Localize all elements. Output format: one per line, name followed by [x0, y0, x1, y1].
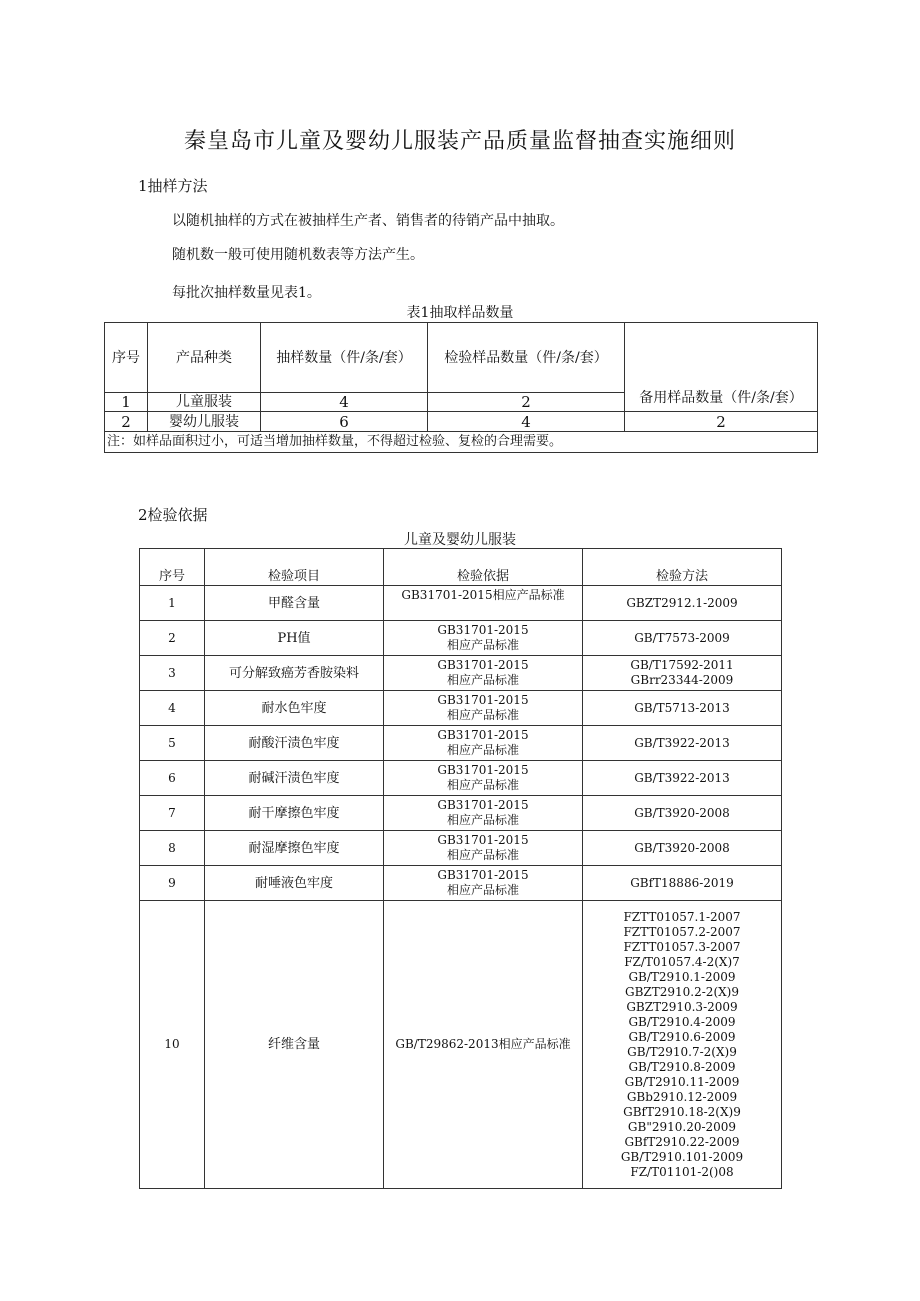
row-number: 10 — [140, 901, 205, 1189]
method-line: GB/T7573-2009 — [634, 630, 730, 645]
table-cell: 1 — [105, 393, 148, 412]
table-row — [140, 586, 782, 621]
basis-line: 相应产品标准 — [446, 848, 519, 862]
table-2-header-cell: 检验依据 — [384, 549, 583, 586]
basis-line: GB31701-2015 — [437, 693, 529, 707]
inspection-method — [583, 726, 782, 761]
basis-line: GB31701-2015 — [437, 728, 529, 742]
basis-line: GB31701-2015 — [437, 798, 529, 812]
row-number: 2 — [140, 621, 205, 656]
inspection-item: 耐水色牢度 — [205, 691, 384, 726]
row-number: 1 — [140, 586, 205, 621]
method-line: GB/T3922-2013 — [634, 770, 730, 785]
table-1-header-cell: 产品种类 — [148, 323, 261, 393]
table-row — [105, 412, 818, 432]
basis-line: GB31701-2015 — [437, 868, 529, 882]
table-cell: 6 — [261, 412, 428, 432]
method-line: GB/T3922-2013 — [634, 735, 730, 750]
basis-line: 相应产品标准 — [446, 638, 519, 652]
table-cell: 4 — [428, 412, 625, 432]
method-line: GBb2910.12-2009 — [626, 1089, 738, 1104]
table-cell: 儿童服装 — [148, 393, 261, 412]
row-number: 9 — [140, 866, 205, 901]
method-line: FZTT01057.2-2007 — [623, 924, 741, 939]
basis-line: 相应产品标准 — [446, 673, 519, 687]
basis-line: 相应产品标准 — [446, 778, 519, 792]
method-line: GB/T2910.4-2009 — [628, 1014, 736, 1029]
table-row — [140, 656, 782, 691]
table-1-header-cell: 序号 — [105, 323, 148, 393]
table-row — [140, 796, 782, 831]
inspection-basis — [384, 866, 583, 901]
method-line: GBZT2910.2-2(X)9 — [625, 984, 739, 999]
table-row — [140, 866, 782, 901]
method-line: GB/T2910.1-2009 — [628, 969, 736, 984]
inspection-method — [583, 656, 782, 691]
inspection-method — [583, 621, 782, 656]
basis-line: GB31701-2015 — [437, 833, 529, 847]
method-line: GBfT18886-2019 — [630, 875, 734, 890]
basis-line: GB31701-2015相应产品标准 — [401, 588, 565, 602]
table-row — [140, 761, 782, 796]
method-line: GBfT2910.22-2009 — [624, 1134, 740, 1149]
table-2-header-cell: 检验方法 — [583, 549, 782, 586]
basis-line: 相应产品标准 — [446, 743, 519, 757]
basis-line: 相应产品标准 — [446, 708, 519, 722]
table-row — [140, 621, 782, 656]
method-line: GB/T2910.7-2(X)9 — [627, 1044, 737, 1059]
row-number: 3 — [140, 656, 205, 691]
inspection-basis — [384, 901, 583, 1189]
table-1-note: 注：如样品面积过小，可适当增加抽样数量，不得超过检验、复检的合理需要。 — [105, 432, 818, 453]
page-title: 秦皇岛市儿童及婴幼儿服装产品质量监督抽查实施细则 — [183, 129, 736, 154]
inspection-item: 耐碱汗渍色牢度 — [205, 761, 384, 796]
table-cell: 婴幼儿服装 — [148, 412, 261, 432]
table-2-header-cell: 序号 — [140, 549, 205, 586]
inspection-item: 耐干摩擦色牢度 — [205, 796, 384, 831]
section-1-paragraph-3: 每批次抽样数量见表1。 — [172, 285, 321, 301]
inspection-basis — [384, 586, 583, 621]
inspection-method — [583, 796, 782, 831]
table-1-header-cell: 备用样品数量（件/条/套） — [625, 323, 818, 412]
row-number: 7 — [140, 796, 205, 831]
inspection-method — [583, 901, 782, 1189]
sampling-quantity-table — [104, 322, 818, 453]
section-1-paragraph-1: 以随机抽样的方式在被抽样生产者、销售者的待销产品中抽取。 — [172, 213, 564, 229]
inspection-item: 甲醛含量 — [205, 586, 384, 621]
method-line: FZTT01057.1-2007 — [623, 909, 741, 924]
inspection-basis — [384, 761, 583, 796]
inspection-method — [583, 586, 782, 621]
inspection-basis — [384, 656, 583, 691]
basis-line: GB31701-2015 — [437, 623, 529, 637]
method-line: GB/T2910.11-2009 — [624, 1074, 740, 1089]
row-number: 6 — [140, 761, 205, 796]
method-line: FZTT01057.3-2007 — [623, 939, 741, 954]
table-1-note-row — [105, 432, 818, 453]
basis-line: GB31701-2015 — [437, 658, 529, 672]
row-number: 5 — [140, 726, 205, 761]
inspection-item: 耐湿摩擦色牢度 — [205, 831, 384, 866]
method-line: GB/T3920-2008 — [634, 840, 730, 855]
table-1-caption: 表1抽取样品数量 — [406, 305, 514, 321]
row-number: 8 — [140, 831, 205, 866]
inspection-item: 纤维含量 — [205, 901, 384, 1189]
table-row — [140, 901, 782, 1189]
section-1-heading: 1抽样方法 — [138, 177, 208, 195]
basis-line: 相应产品标准 — [446, 883, 519, 897]
method-line: GB"2910.20-2009 — [627, 1119, 737, 1134]
section-1-paragraph-2: 随机数一般可使用随机数表等方法产生。 — [172, 247, 424, 263]
method-line: GB/T3920-2008 — [634, 805, 730, 820]
table-row — [140, 831, 782, 866]
inspection-method — [583, 866, 782, 901]
table-1-header-cell: 检验样品数量（件/条/套） — [428, 323, 625, 393]
method-line: FZ/T01101-2()08 — [630, 1164, 734, 1179]
table-row — [140, 726, 782, 761]
method-line: GBZT2910.3-2009 — [626, 999, 738, 1014]
inspection-item: 耐酸汗渍色牢度 — [205, 726, 384, 761]
table-cell: 2 — [105, 412, 148, 432]
method-line: GB/T2910.101-2009 — [620, 1149, 744, 1164]
basis-line: GB/T29862-2013相应产品标准 — [395, 1037, 571, 1051]
table-2-caption: 儿童及婴幼儿服装 — [404, 532, 516, 548]
inspection-item: PH值 — [205, 621, 384, 656]
table-row — [140, 691, 782, 726]
table-2-header-row — [140, 549, 782, 586]
inspection-basis — [384, 831, 583, 866]
table-cell: 2 — [625, 412, 818, 432]
inspection-basis-table — [139, 548, 782, 1189]
method-line: GBZT2912.1-2009 — [626, 595, 738, 610]
section-2-heading: 2检验依据 — [138, 506, 208, 524]
inspection-method — [583, 831, 782, 866]
inspection-item: 可分解致癌芳香胺染料 — [205, 656, 384, 691]
table-cell: 4 — [261, 393, 428, 412]
method-line: GBfT2910.18-2(X)9 — [623, 1104, 741, 1119]
method-line: GB/T5713-2013 — [634, 700, 730, 715]
inspection-basis — [384, 691, 583, 726]
row-number: 4 — [140, 691, 205, 726]
inspection-basis — [384, 621, 583, 656]
method-line: GB/T17592-2011 — [630, 658, 734, 672]
method-line: GB/T2910.8-2009 — [628, 1059, 736, 1074]
method-line: GBrr23344-2009 — [630, 673, 734, 687]
basis-line: GB31701-2015 — [437, 763, 529, 777]
table-cell: 2 — [428, 393, 625, 412]
table-1-header-cell: 抽样数量（件/条/套） — [261, 323, 428, 393]
inspection-method — [583, 761, 782, 796]
basis-line: 相应产品标准 — [446, 813, 519, 827]
table-1-header-row — [105, 323, 818, 393]
inspection-basis — [384, 726, 583, 761]
inspection-item: 耐唾液色牢度 — [205, 866, 384, 901]
table-2-header-cell: 检验项目 — [205, 549, 384, 586]
method-line: GB/T2910.6-2009 — [628, 1029, 736, 1044]
inspection-basis — [384, 796, 583, 831]
inspection-method — [583, 691, 782, 726]
method-line: FZ/T01057.4-2(X)7 — [624, 954, 740, 969]
